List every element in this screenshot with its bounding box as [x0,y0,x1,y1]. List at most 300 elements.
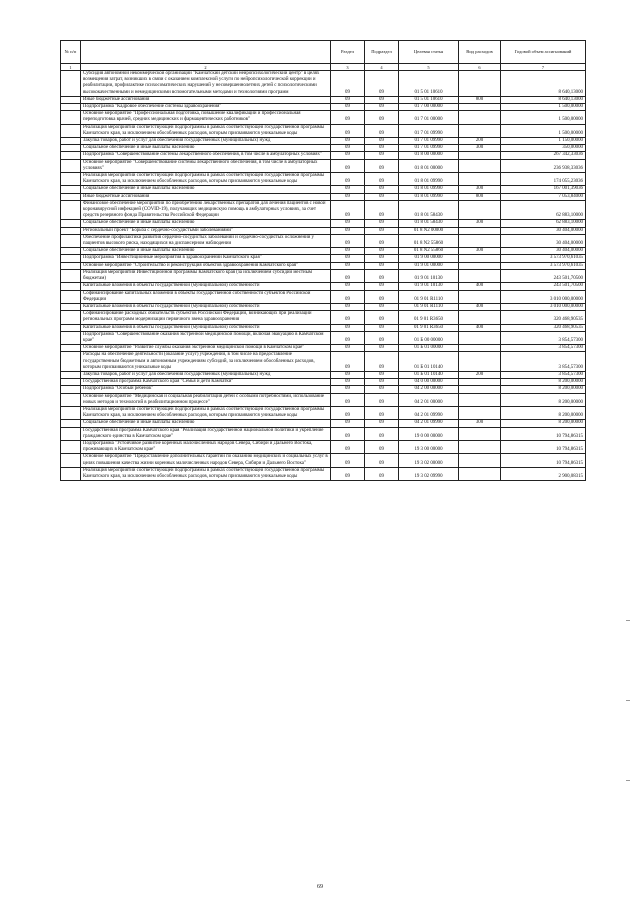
row-amount-cell: 243 501,70500 [501,283,586,290]
row-section-cell: 09 [331,173,365,186]
column-number: 1 [61,64,81,71]
table-row [61,111,586,124]
row-expense-type-cell [459,159,501,172]
row-number-cell [61,269,81,282]
row-number-cell [61,96,81,103]
row-subsection-cell: 09 [365,145,399,152]
row-subsection-cell: 09 [365,406,399,419]
row-subsection-cell: 09 [365,393,399,406]
table-row [61,324,586,331]
column-number: 5 [399,64,459,71]
row-section-cell: 09 [331,324,365,331]
row-subsection-cell: 09 [365,269,399,282]
row-subsection-cell: 09 [365,379,399,386]
row-name-cell: Расходы на обеспечение деятельности (оказание услуг) учреждений, в том числе на предоставление государственным бюджетным и автономным учреждениям субсидий, за исключением обособленных расходов, которым присваиваются уникальные коды [81,352,331,372]
row-expense-type-cell [459,379,501,386]
row-section-cell: 09 [331,248,365,255]
row-section-cell: 09 [331,440,365,453]
row-subsection-cell: 09 [365,234,399,247]
row-expense-type-cell: 400 [459,324,501,331]
table-row [61,371,586,378]
row-section-cell: 09 [331,138,365,145]
row-section-cell: 09 [331,124,365,137]
table-row [61,186,586,193]
row-section-cell: 09 [331,467,365,480]
row-amount-cell: 1 150,00000 [501,138,586,145]
row-amount-cell: 3 010 000,00000 [501,290,586,303]
row-amount-cell: 3 854,57300 [501,371,586,378]
row-target-article-cell: 01 Б 01 00000 [399,345,459,352]
header-annual-amount: Годовой объем ассигнований [501,41,586,64]
table-row [61,138,586,145]
row-name-cell: Основное мероприятие "Строительство и реконструкция объектов здравоохранения Камчатского края" [81,262,331,269]
row-subsection-cell: 09 [365,420,399,427]
row-expense-type-cell [459,124,501,137]
row-target-article-cell: 01 7 01 09990 [399,124,459,137]
row-expense-type-cell: 300 [459,186,501,193]
row-amount-cell: 236 938,33036 [501,159,586,172]
row-expense-type-cell: 300 [459,248,501,255]
margin-mark [626,780,630,781]
row-target-article-cell: 01 Б 01 10140 [399,371,459,378]
row-name-cell: Подпрограмма "Кадровое обеспечение системы здравоохранения" [81,104,331,111]
row-section-cell: 09 [331,420,365,427]
row-expense-type-cell: 400 [459,283,501,290]
table-row [61,96,586,103]
row-number-cell [61,186,81,193]
row-expense-type-cell: 800 [459,96,501,103]
row-section-cell: 09 [331,220,365,227]
row-target-article-cell: 01 8 01 58430 [399,200,459,220]
row-subsection-cell: 09 [365,345,399,352]
row-section-cell: 09 [331,193,365,200]
row-target-article-cell: 01 5 01 10610 [399,71,459,97]
row-number-cell [61,371,81,378]
table-row [61,420,586,427]
row-amount-cell: 8 640,13000 [501,96,586,103]
row-number-cell [61,379,81,386]
table-row [61,159,586,172]
row-number-cell [61,193,81,200]
row-name-cell: Капитальные вложения в объекты государственной (муниципальной) собственности [81,283,331,290]
row-expense-type-cell: 200 [459,138,501,145]
row-section-cell: 09 [331,379,365,386]
row-name-cell: Субсидия автономной некоммерческой организации "Камчатский детский нейропсихологический центр" в целях возмещения затрат, возникших в связи с оказанием комплексной услуги по нейропсихологической коррекции и реабилитации, профилактике психосоматических нарушений у несовершеннолетних детей с психологическими высококачественными и немедицинскими вспомогательными методами и технологиями программ [81,71,331,97]
row-target-article-cell: 01 7 00 00000 [399,104,459,111]
row-subsection-cell: 09 [365,173,399,186]
row-target-article-cell: 01 9 01 10130 [399,269,459,282]
table-row [61,406,586,419]
row-amount-cell: 2 900,08315 [501,467,586,480]
column-number: 3 [331,64,365,71]
row-amount-cell: 30 404,00000 [501,248,586,255]
row-name-cell: Подпрограмма "Совершенствование системы лекарственного обеспечения, в том числе в амбулаторных условиях" [81,152,331,159]
table-row [61,393,586,406]
row-number-cell [61,145,81,152]
row-name-cell: Капитальные вложения в объекты государственной (муниципальной) собственности [81,324,331,331]
row-name-cell: Обеспечение профилактики развития сердечно-сосудистых заболеваний и сердечно-сосудистых осложнений у пациентов высокого риска, находящихся на диспансерном наблюдении [81,234,331,247]
table-row [61,454,586,467]
row-name-cell: Софинансирование расходных обязательств субъектов Российской Федерации, возникающих при реализации региональных программ модернизации первичного звена здравоохранения [81,311,331,324]
header-expense-type: Вид расходов [459,41,501,64]
row-amount-cell: 10 794,86315 [501,440,586,453]
row-target-article-cell: 01 9 01 10130 [399,283,459,290]
header-target-article: Целевая статья [399,41,459,64]
row-section-cell: 09 [331,393,365,406]
column-number: 2 [81,64,331,71]
row-expense-type-cell [459,290,501,303]
row-amount-cell: 8 640,13000 [501,71,586,97]
row-subsection-cell: 09 [365,111,399,124]
row-subsection-cell: 09 [365,440,399,453]
row-subsection-cell: 09 [365,262,399,269]
row-target-article-cell: 01 7 01 00000 [399,111,459,124]
table-row [61,248,586,255]
row-name-cell: Социальное обеспечение и иные выплаты населению [81,186,331,193]
table-row [61,283,586,290]
row-expense-type-cell [459,269,501,282]
row-target-article-cell: 01 8 01 09990 [399,173,459,186]
row-name-cell: Социальное обеспечение и иные выплаты населению [81,248,331,255]
row-section-cell: 09 [331,303,365,310]
row-target-article-cell: 01 8 00 00000 [399,152,459,159]
table-row [61,220,586,227]
row-number-cell [61,255,81,262]
row-number-cell [61,152,81,159]
row-subsection-cell: 09 [365,454,399,467]
row-expense-type-cell [459,454,501,467]
row-number-cell [61,352,81,372]
row-subsection-cell: 09 [365,159,399,172]
row-number-cell [61,173,81,186]
column-number: 6 [459,64,501,71]
row-amount-cell: 320 468,90535 [501,311,586,324]
row-amount-cell: 8 200,00000 [501,386,586,393]
table-row [61,227,586,234]
row-number-cell [61,345,81,352]
row-number-cell [61,420,81,427]
table-row [61,467,586,480]
row-expense-type-cell [459,406,501,419]
row-target-article-cell: 01 8 N2 00000 [399,227,459,234]
header-name [81,41,331,64]
row-amount-cell: 30 404,00000 [501,234,586,247]
row-subsection-cell: 09 [365,248,399,255]
row-section-cell: 09 [331,71,365,97]
row-amount-cell: 62 883,10000 [501,200,586,220]
row-section-cell: 09 [331,234,365,247]
row-expense-type-cell [459,234,501,247]
row-amount-cell: 350,00000 [501,145,586,152]
row-name-cell: Основное мероприятие "Совершенствование системы лекарственного обеспечения, в том числе в амбулаторных условиях" [81,159,331,172]
row-section-cell: 09 [331,331,365,344]
row-target-article-cell: 01 8 01 09990 [399,186,459,193]
row-name-cell: Подпрограмма "Совершенствование оказания экстренной медицинской помощи, включая эвакуацию в Камчатском крае" [81,331,331,344]
row-number-cell [61,159,81,172]
margin-mark [626,620,630,621]
row-section-cell: 09 [331,186,365,193]
row-subsection-cell: 09 [365,104,399,111]
row-number-cell [61,386,81,393]
table-row [61,345,586,352]
row-section-cell: 09 [331,152,365,159]
row-name-cell: Реализация мероприятий Инвестиционной программы Камчатского края (за исключением субсидий местным бюджетам) [81,269,331,282]
row-name-cell: Основное мероприятие "Развитие службы оказания экстренной медицинской помощи в Камчатском крае" [81,345,331,352]
row-name-cell: Основное мероприятие "Профессиональная подготовка, повышение квалификации и профессиональная переподготовка врачей, средних медицинских и фармацевтических работников" [81,111,331,124]
row-expense-type-cell [459,331,501,344]
budget-table [60,40,586,481]
row-number-cell [61,111,81,124]
row-number-cell [61,262,81,269]
row-amount-cell: 243 501,70500 [501,269,586,282]
row-subsection-cell: 09 [365,255,399,262]
row-name-cell: Реализация мероприятий соответствующей подпрограммы в рамках соответствующей государственной программы Камчатского края, за исключением обособленных расходов, которым присваиваются уникальные коды [81,467,331,480]
row-amount-cell: 8 200,00000 [501,406,586,419]
row-name-cell: Финансовое обеспечение мероприятий по приобретению лекарственных препаратов для лечения пациентов с новой коронавирусной инфекцией (COVID-19), получающих медицинскую помощь в амбулаторных условиях, за счет средств резервного фонда Правительства Российской Федерации [81,200,331,220]
row-name-cell: Социальное обеспечение и иные выплаты населению [81,420,331,427]
row-name-cell: Софинансирование капитальных вложений в объекты государственной собственности субъектов Российской Федерации [81,290,331,303]
row-name-cell: Основное мероприятие "Медицинская и социальная реабилитация детей с особыми потребностями, использование новых методов и технологий в реабилитационном процессе" [81,393,331,406]
table-row [61,427,586,440]
table-row [61,311,586,324]
row-amount-cell: 1 500,00000 [501,104,586,111]
row-subsection-cell: 09 [365,427,399,440]
table-row [61,71,586,97]
row-subsection-cell: 09 [365,283,399,290]
row-amount-cell: 267 342,33036 [501,152,586,159]
row-expense-type-cell [459,467,501,480]
row-number-cell [61,290,81,303]
row-section-cell: 09 [331,311,365,324]
row-name-cell: Подпрограмма "Устойчивое развитие коренных малочисленных народов Севера, Сибири и Дальнего Востока, проживающих в Камчатском крае" [81,440,331,453]
row-target-article-cell: 04 2 01 09990 [399,420,459,427]
row-name-cell: Реализация мероприятий соответствующей подпрограммы в рамках соответствующей государственной программы Камчатского края, за исключением обособленных расходов, которым присваиваются уникальные коды [81,406,331,419]
row-subsection-cell: 09 [365,96,399,103]
row-name-cell: Реализация мероприятий соответствующей подпрограммы в рамках соответствующей государственной программы Камчатского края, за исключением обособленных расходов, которым присваиваются уникальные коды [81,173,331,186]
row-subsection-cell: 09 [365,352,399,372]
header-section: Раздел [331,41,365,64]
row-target-article-cell: 01 Б 01 10140 [399,352,459,372]
margin-mark [626,700,630,701]
row-target-article-cell: 01 9 00 00000 [399,255,459,262]
row-subsection-cell: 09 [365,71,399,97]
table-row [61,104,586,111]
row-section-cell: 09 [331,427,365,440]
table-header [61,41,586,71]
row-expense-type-cell [459,104,501,111]
row-name-cell: Государственная программа Камчатского края "Реализация государственной национальной политики и укрепление гражданского единства в Камчатском крае" [81,427,331,440]
row-subsection-cell: 09 [365,386,399,393]
table-row [61,145,586,152]
row-subsection-cell: 09 [365,290,399,303]
row-expense-type-cell: 300 [459,220,501,227]
row-section-cell: 09 [331,371,365,378]
table-row [61,234,586,247]
row-name-cell: Социальное обеспечение и иные выплаты населению [81,220,331,227]
table-row [61,262,586,269]
table-row [61,193,586,200]
row-number-cell [61,311,81,324]
row-target-article-cell: 01 8 01 58430 [399,220,459,227]
row-target-article-cell: 01 9 01 R1110 [399,290,459,303]
row-subsection-cell: 09 [365,331,399,344]
row-subsection-cell: 09 [365,324,399,331]
row-number-cell [61,283,81,290]
row-target-article-cell: 01 Б 00 00000 [399,331,459,344]
row-section-cell: 09 [331,345,365,352]
row-amount-cell: 174 055,23036 [501,173,586,186]
row-expense-type-cell [459,345,501,352]
table-body [61,71,586,481]
row-target-article-cell: 19 0 00 00000 [399,427,459,440]
row-name-cell: Иные бюджетные ассигнования [81,193,331,200]
row-section-cell: 09 [331,454,365,467]
row-number-cell [61,248,81,255]
row-subsection-cell: 09 [365,124,399,137]
row-number-cell [61,406,81,419]
row-expense-type-cell [459,386,501,393]
row-amount-cell: 1 500,00000 [501,111,586,124]
row-section-cell: 09 [331,262,365,269]
column-number: 7 [501,64,586,71]
page-number: 69 [317,884,323,890]
row-number-cell [61,124,81,137]
row-target-article-cell: 19 3 00 00000 [399,440,459,453]
row-amount-cell: 30 404,00000 [501,227,586,234]
row-section-cell: 09 [331,145,365,152]
row-expense-type-cell: 800 [459,193,501,200]
row-expense-type-cell [459,440,501,453]
row-section-cell: 09 [331,283,365,290]
row-number-cell [61,220,81,227]
row-amount-cell: 10 794,86315 [501,427,586,440]
row-subsection-cell: 09 [365,193,399,200]
row-subsection-cell: 09 [365,303,399,310]
table-row [61,379,586,386]
row-target-article-cell: 04 2 00 00000 [399,386,459,393]
row-section-cell: 09 [331,406,365,419]
row-amount-cell: 3 010 000,00000 [501,303,586,310]
row-target-article-cell: 04 0 00 00000 [399,379,459,386]
row-target-article-cell: 19 3 02 00000 [399,454,459,467]
row-number-cell [61,104,81,111]
row-subsection-cell: 09 [365,467,399,480]
row-subsection-cell: 09 [365,186,399,193]
row-expense-type-cell [459,173,501,186]
row-target-article-cell: 01 9 01 R3650 [399,324,459,331]
row-name-cell: Капитальные вложения в объекты государственной (муниципальной) собственности [81,303,331,310]
row-number-cell [61,227,81,234]
row-expense-type-cell: 400 [459,303,501,310]
row-amount-cell: 167 001,39036 [501,186,586,193]
row-expense-type-cell [459,352,501,372]
row-amount-cell: 8 200,00000 [501,379,586,386]
row-number-cell [61,200,81,220]
row-section-cell: 09 [331,159,365,172]
row-number-cell [61,234,81,247]
column-number: 4 [365,64,399,71]
row-name-cell: Основное мероприятие "Предоставление дополнительных гарантий по оказанию медицинских и социальных услуг в целях повышения качества жизни коренных малочисленных народов Севера, Сибири и Дальнего Востока" [81,454,331,467]
row-section-cell: 09 [331,111,365,124]
table-row [61,386,586,393]
row-name-cell: Государственная программа Камчатского края "Семья и дети Камчатки" [81,379,331,386]
row-amount-cell: 3 854,57300 [501,352,586,372]
header-number: № п/п [61,41,81,64]
row-target-article-cell: 01 8 01 00000 [399,159,459,172]
row-amount-cell: 8 200,00000 [501,393,586,406]
table-row [61,440,586,453]
table-row [61,152,586,159]
row-section-cell: 09 [331,104,365,111]
row-target-article-cell: 01 5 01 10610 [399,96,459,103]
row-name-cell: Региональный проект "Борьба с сердечно-сосудистыми заболеваниями" [81,227,331,234]
row-amount-cell: 3 854,57300 [501,331,586,344]
row-expense-type-cell [459,255,501,262]
row-name-cell: Подпрограмма "Особый ребенок" [81,386,331,393]
row-target-article-cell: 01 9 01 00000 [399,262,459,269]
row-amount-cell: 7 053,84000 [501,193,586,200]
row-expense-type-cell [459,227,501,234]
row-expense-type-cell [459,311,501,324]
table-row [61,200,586,220]
row-target-article-cell: 04 2 01 00000 [399,393,459,406]
row-expense-type-cell [459,200,501,220]
row-amount-cell: 3 573 970,61035 [501,255,586,262]
row-section-cell: 09 [331,269,365,282]
row-name-cell: Социальное обеспечение и иные выплаты населению [81,145,331,152]
row-number-cell [61,324,81,331]
row-expense-type-cell [459,427,501,440]
row-amount-cell: 10 794,86315 [501,454,586,467]
row-number-cell [61,393,81,406]
row-subsection-cell: 09 [365,138,399,145]
row-name-cell: Закупка товаров, работ и услуг для обеспечения государственных (муниципальных) нужд [81,371,331,378]
row-target-article-cell: 19 3 02 09990 [399,467,459,480]
row-section-cell: 09 [331,227,365,234]
row-number-cell [61,454,81,467]
row-amount-cell: 320 468,90535 [501,324,586,331]
table-row [61,331,586,344]
row-amount-cell: 3 854,57300 [501,345,586,352]
row-target-article-cell: 01 8 N2 55860 [399,248,459,255]
row-expense-type-cell [459,393,501,406]
row-subsection-cell: 09 [365,220,399,227]
row-amount-cell: 62 883,10000 [501,220,586,227]
row-subsection-cell: 09 [365,371,399,378]
table-row [61,124,586,137]
row-number-cell [61,303,81,310]
row-number-cell [61,71,81,97]
row-name-cell: Закупка товаров, работ и услуг для обеспечения государственных (муниципальных) нужд [81,138,331,145]
row-target-article-cell: 01 9 01 R3650 [399,311,459,324]
row-expense-type-cell: 300 [459,420,501,427]
row-name-cell: Подпрограмма "Инвестиционные мероприятия в здравоохранении Камчатского края" [81,255,331,262]
row-name-cell: Реализация мероприятий соответствующей подпрограммы в рамках соответствующей государственной программы Камчатского края, за исключением обособленных расходов, которым присваиваются уникальные коды [81,124,331,137]
row-section-cell: 09 [331,255,365,262]
row-expense-type-cell: 200 [459,371,501,378]
row-section-cell: 09 [331,386,365,393]
row-name-cell: Иные бюджетные ассигнования [81,96,331,103]
row-subsection-cell: 09 [365,227,399,234]
row-expense-type-cell [459,262,501,269]
row-section-cell: 09 [331,290,365,303]
table-row [61,352,586,372]
row-section-cell: 09 [331,352,365,372]
row-target-article-cell: 01 8 01 09990 [399,193,459,200]
table-row [61,255,586,262]
row-number-cell [61,440,81,453]
table-row [61,269,586,282]
